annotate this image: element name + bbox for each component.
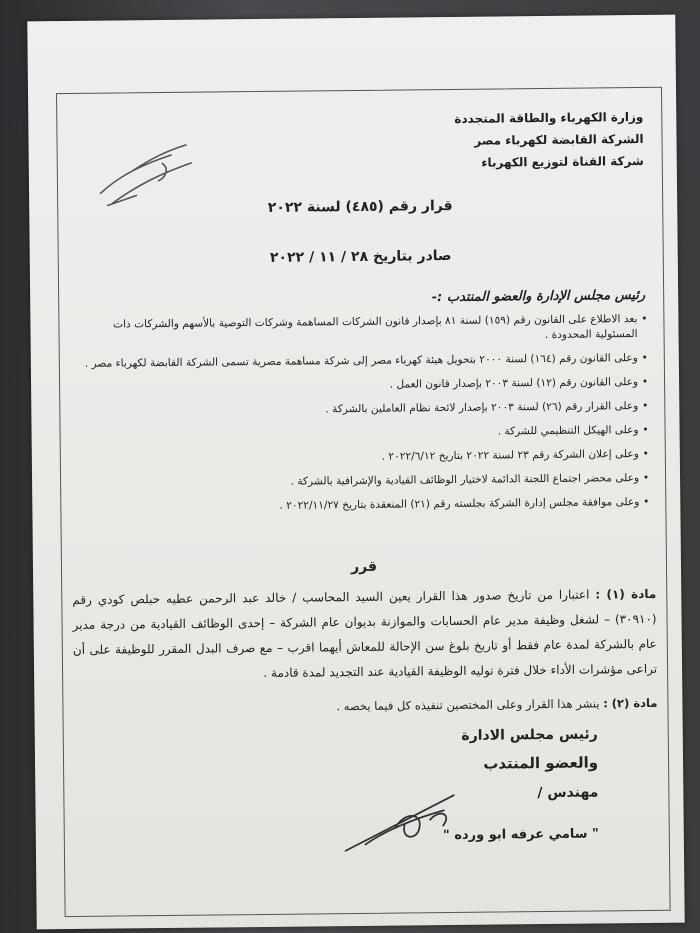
article-1 (72, 582, 657, 688)
recital-item: • وعلى القانون رقم (١٢) لسنة ٢٠٠٣ بإصدار قانون العمل . (389, 375, 649, 391)
recital-item: • وعلى إعلان الشركة رقم ٢٣ لسنة ٢٠٢٢ بتاريخ ٢٠٢٢/٦/١٢ . (381, 447, 649, 463)
recital-item: • وعلى القرار رقم (٢٦) لسنة ٢٠٠٣ بإصدار لائحة نظام العاملين بالشركة . (325, 399, 649, 416)
signatory-prefix: مهندس / (537, 784, 599, 802)
issuer-heading: رئيس مجلس الإدارة والعضو المنتدب :- (431, 287, 646, 306)
letterhead-company: شركة القناة لتوزيع الكهرباء (481, 153, 644, 170)
decision-title: قرار رقم (٤٨٥) لسنة ٢٠٢٢ (267, 197, 453, 216)
article-2-label: مادة (٢) : (603, 695, 658, 711)
document-border (56, 87, 671, 917)
handwritten-signature (334, 780, 475, 861)
article-1-label: مادة (١) : (595, 586, 657, 602)
decree-heading: قرر (350, 558, 378, 576)
letterhead-ministry: وزارة الكهرباء والطاقة المتجددة (454, 109, 644, 126)
letterhead (383, 106, 644, 175)
recital-item: • وعلى موافقة مجلس إدارة الشركة بجلسته رقم (٢١) المنعقدة بتاريخ ٢٠٢٢/١١/٢٧ . (279, 495, 650, 512)
issue-date: صادر بتاريخ ٢٨ / ١١ / ٢٠٢٢ (269, 247, 452, 266)
article-1-text: اعتبارا من تاريخ صدور هذا القرار يعين السيد المحاسب / خالد عبد الرحمن عطيه حبلص كودي رقم (٣٠٩١٠) – لشغل وظيفة مدير عام الحسابات والموازنة بديوان عام الشركة – إحدى الوظائف القيادية من درجة مدير عام بالشركة لمدة عام فقط أو تاريخ بلوغ سن الإحالة للمعاش أيهما اقرب – مع صرف البدل المقرر للوظيفة على أن تراعى مؤشرات الأداء خلال فترة توليه الوظيفة القيادية عند التجديد لمدة قادمة . (72, 587, 658, 680)
article-2 (73, 693, 657, 719)
recital-item: • وعلى محضر اجتماع اللجنة الدائمة لاختيار الوظائف القيادية والإشرافية بالشركة . (290, 471, 650, 488)
letterhead-holding-company: الشركة القابضة لكهرباء مصر (474, 131, 644, 148)
recital-item: • وعلى الهيكل التنظيمي للشركة . (497, 423, 649, 438)
signatory-title-2: والعضو المنتدب (483, 753, 599, 773)
signatory-name: " سامي عرفه ابو ورده " (442, 826, 599, 844)
recitals-list (73, 312, 649, 525)
document-page (27, 15, 684, 930)
recital-item: • وعلى القانون رقم (١٦٤) لسنة ٢٠٠٠ بتحويل هيئة كهرباء مصر إلى شركة مساهمة مصرية تسمى الشركة القابضة لكهرباء مصر . (84, 351, 648, 370)
signatory-title: رئيس مجلس الادارة (461, 726, 598, 744)
article-2-text: ينشر هذا القرار وعلى المختصين تنفيذه كل فيما يخصه . (336, 696, 600, 714)
recital-item: • بعد الاطلاع على القانون رقم (١٥٩) لسنة ٨١ بإصدار قانون الشركات المساهمة وشركات التوصية بالأسهم والشركات ذات المسئولية المحدودة . (113, 312, 648, 342)
